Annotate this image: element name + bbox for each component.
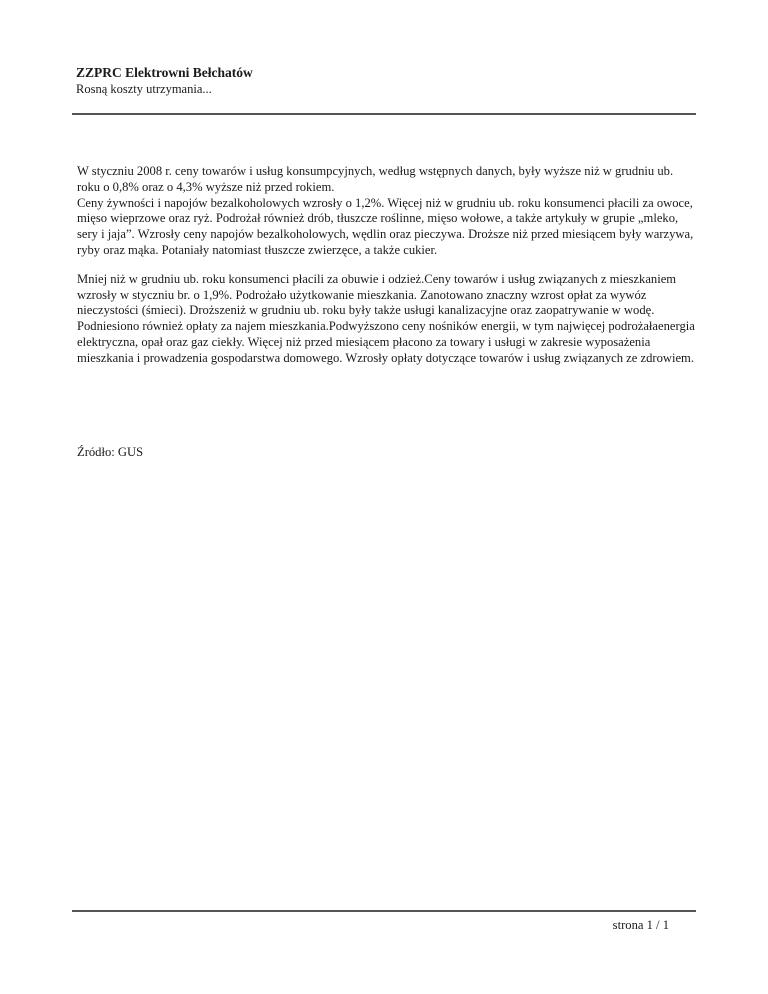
article-body — [77, 164, 699, 367]
article-paragraph-1: W styczniu 2008 r. ceny towarów i usług konsumpcyjnych, według wstępnych danych, były wyższe niż w grudniu ub. roku o 0,8% oraz o 4,3% wyższe niż przed rokiem. — [77, 164, 674, 194]
source-note: Źródło: GUS — [77, 445, 144, 459]
document-header — [76, 64, 696, 97]
article-paragraph-3: Mniej niż w grudniu ub. roku konsumenci płacili za obuwie i odzież.Ceny towarów i usług związanych z mieszkaniem wzrosły w styczniu br. o 1,9%. Podrożało użytkowanie mieszkania. Zanotowano znaczny wzrost opłat za wywóz nieczystości (śmieci). Droższeniż w grudniu ub. roku były także usługi kanalizacyjne oraz zaopatrywanie w wodę. Podniesiono również opłaty za najem mieszkania.Podwyższono ceny nośników energii, w tym najwięcej podrożałaenergia elektryczna, opał oraz gaz ciekły. Więcej niż przed miesiącem płacono za towary i usługi w zakresie wyposażenia mieszkania i prowadzenia gospodarstwa domowego. Wzrosły opłaty dotyczące towarów i usług związanych ze zdrowiem. — [77, 271, 695, 365]
footer-divider — [72, 910, 696, 912]
site-title: ZZPRC Elektrowni Bełchatów — [76, 65, 253, 80]
article-paragraph-2: Ceny żywności i napojów bezalkoholowych wzrosły o 1,2%. Więcej niż w grudniu ub. roku konsumenci płacili za owoce, mięso wieprzowe oraz ryż. Podrożał również drób, tłuszcze roślinne, mięso wołowe, a także artykuły w grupie „mleko, sery i jaja”. Wzrosły ceny napojów bezalkoholowych, wędlin oraz pieczywa. Droższe niż przed miesiącem były warzywa, ryby oraz mąka. Potaniały natomiast tłuszcze zwierzęce, a także cukier. — [77, 195, 694, 257]
header-divider — [72, 113, 696, 115]
page-number: strona 1 / 1 — [612, 918, 669, 932]
article-title: Rosną koszty utrzymania... — [76, 82, 212, 96]
